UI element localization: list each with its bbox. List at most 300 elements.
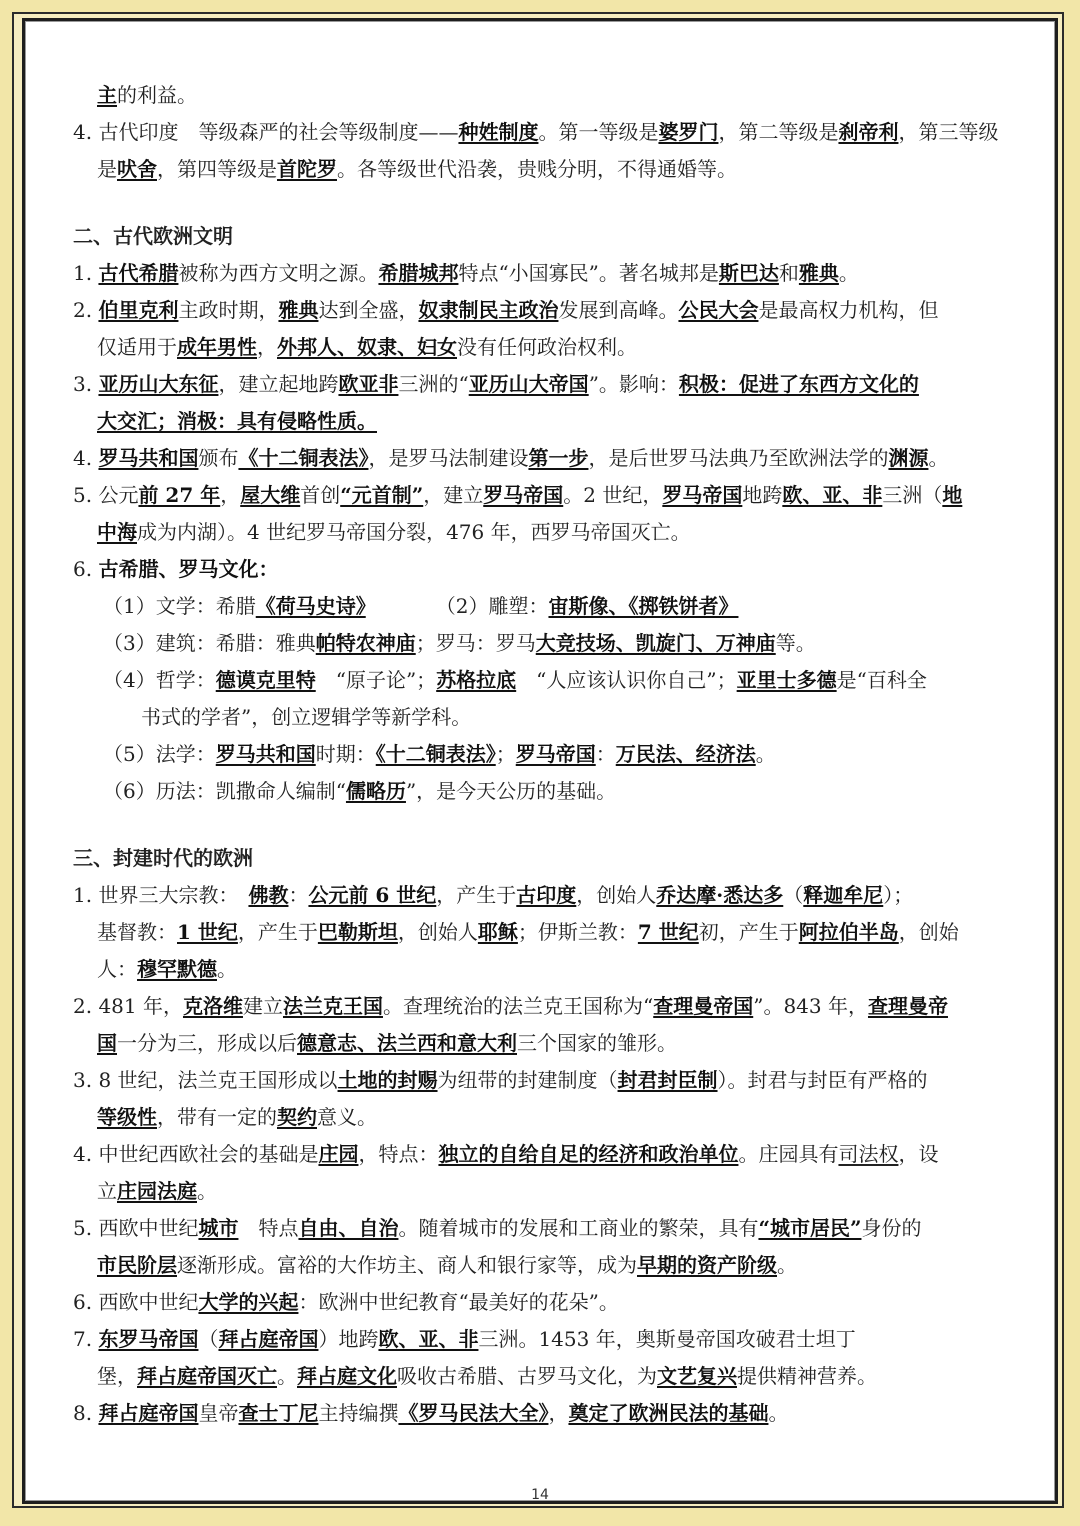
plain-text: ：欧洲中世纪教育“最美好的花朵”。 xyxy=(298,1290,619,1314)
plain-text: ，是后世罗马法典乃至欧洲法学的 xyxy=(588,446,889,470)
plain-text: 。查理统治的法兰克王国称为“ xyxy=(382,994,654,1018)
plain-text: ，第四等级是 xyxy=(157,157,277,181)
emphasis xyxy=(97,1253,177,1277)
plain-text: ，创始人 xyxy=(576,883,657,907)
document-page xyxy=(22,18,1058,1504)
emphasis xyxy=(657,1364,737,1388)
plain-text: 立 xyxy=(97,1179,117,1203)
key-term: 中海 xyxy=(97,520,137,544)
plain-text: 三个国家的雏形。 xyxy=(517,1031,677,1055)
emphasis xyxy=(318,1142,358,1166)
emphasis xyxy=(536,631,776,655)
emphasis xyxy=(656,883,783,907)
key-term: 种姓制度 xyxy=(458,120,539,144)
emphasis xyxy=(240,483,300,507)
plain-text: 。 xyxy=(928,446,949,470)
emphasis xyxy=(137,957,217,981)
text-line xyxy=(73,514,1017,551)
plain-text: 4. 中世纪西欧社会的基础是 xyxy=(73,1142,319,1166)
plain-text: 提供精神营养。 xyxy=(737,1364,877,1388)
key-term: 希腊城邦 xyxy=(378,261,459,285)
text-line xyxy=(73,773,1017,810)
section-heading xyxy=(73,840,1017,877)
plain-text: 主政时期， xyxy=(178,298,279,322)
emphasis xyxy=(137,1364,277,1388)
key-term: 《十二铜表法》 xyxy=(375,742,496,766)
key-term: 释迦牟尼 xyxy=(803,883,884,907)
plain-text: 的利益。 xyxy=(117,83,197,107)
key-term: 吠舍 xyxy=(117,157,157,181)
text-line xyxy=(73,440,1017,477)
emphasis xyxy=(662,483,742,507)
key-term: 庄园 xyxy=(318,1142,359,1166)
emphasis xyxy=(376,742,496,766)
key-term: 帕特农神庙 xyxy=(315,631,416,655)
key-term: 《十二铜表法》 xyxy=(238,446,369,470)
key-term: 苏格拉底 xyxy=(436,668,517,692)
plain-text: 4. xyxy=(73,446,99,470)
text-line xyxy=(73,1173,1017,1210)
emphasis xyxy=(98,446,198,470)
plain-text: 8. xyxy=(73,1401,99,1425)
text-line xyxy=(73,1210,1017,1247)
plain-text: 意义。 xyxy=(317,1105,377,1129)
key-term: 斯巴达 xyxy=(718,261,779,285)
plain-text: ”，是今天公历的基础。 xyxy=(405,779,617,803)
key-term: 公元前 6 世纪 xyxy=(308,883,437,907)
key-term: 雅典 xyxy=(798,261,839,285)
plain-text: 6. xyxy=(73,557,99,581)
plain-text: 和 xyxy=(778,261,799,285)
bold-text: 古希腊、罗马文化： xyxy=(98,557,279,581)
emphasis xyxy=(868,994,948,1018)
plain-text: ”。影响： xyxy=(588,372,679,396)
key-term: 主 xyxy=(97,83,117,107)
emphasis xyxy=(98,298,178,322)
plain-text: 特点 xyxy=(238,1216,299,1240)
emphasis xyxy=(653,994,753,1018)
text-line xyxy=(73,1025,1017,1062)
emphasis xyxy=(338,1068,438,1092)
key-term: 成年男性 xyxy=(177,335,257,359)
key-term: 罗马帝国 xyxy=(483,483,564,507)
plain-text: ， xyxy=(548,1401,569,1425)
key-term: “元首制” xyxy=(340,483,424,507)
plain-text: 。随着城市的发展和工商业的繁荣，具有 xyxy=(398,1216,759,1240)
key-term: 《罗马民法大全》 xyxy=(398,1401,549,1425)
key-term: “城市居民” xyxy=(758,1216,862,1240)
plain-text: 。 xyxy=(838,261,859,285)
plain-text: 4. 古代印度 等级森严的社会等级制度—— xyxy=(73,120,459,144)
emphasis xyxy=(308,883,436,907)
plain-text: 初，产生于 xyxy=(698,920,799,944)
plain-text: 等。 xyxy=(775,631,816,655)
plain-text: 身份的 xyxy=(861,1216,922,1240)
emphasis xyxy=(478,920,518,944)
emphasis xyxy=(98,372,218,396)
key-term: 乔达摩·悉达多 xyxy=(656,883,784,907)
plain-text: 是“百科全 xyxy=(836,668,927,692)
key-term: 大交汇；消极：具有侵略性质。 xyxy=(97,409,377,433)
emphasis xyxy=(719,261,779,285)
emphasis xyxy=(528,446,588,470)
plain-text: “人应该认识你自己”； xyxy=(516,668,737,692)
text-line xyxy=(73,1062,1017,1099)
plain-text: 一分为三，形成以后 xyxy=(117,1031,297,1055)
emphasis xyxy=(568,1401,768,1425)
key-term: 阿拉伯半岛 xyxy=(798,920,899,944)
plain-text: （5）法学： xyxy=(103,742,216,766)
plain-text: ； xyxy=(495,742,516,766)
plain-text: 。2 世纪， xyxy=(563,483,663,507)
emphasis xyxy=(638,920,699,944)
emphasis xyxy=(138,483,220,507)
page-number: 14 xyxy=(531,1487,549,1503)
text-line xyxy=(73,699,1017,736)
key-term: 欧、亚、非 xyxy=(782,483,883,507)
plain-text: 。 xyxy=(277,1364,297,1388)
plain-text: ，产生于 xyxy=(436,883,517,907)
key-term: 封君封臣制 xyxy=(617,1068,718,1092)
emphasis xyxy=(398,1401,548,1425)
plain-text: 人： xyxy=(97,957,137,981)
key-term: 婆罗门 xyxy=(658,120,719,144)
key-term: 大竞技场、凯旋门、万神庙 xyxy=(535,631,776,655)
emphasis xyxy=(378,261,458,285)
emphasis xyxy=(340,483,423,507)
key-term: 公民大会 xyxy=(678,298,759,322)
emphasis xyxy=(436,668,516,692)
key-term: 积极：促进了东西方文化的 xyxy=(678,372,919,396)
plain-text: 没有任何政治权利。 xyxy=(457,335,637,359)
plain-text: （ xyxy=(198,1327,219,1351)
key-term: 儒略历 xyxy=(345,779,406,803)
key-term: 外邦人、奴隶、妇女 xyxy=(277,335,457,359)
key-term: 亚里士多德 xyxy=(736,668,837,692)
plain-text: ；罗马：罗马 xyxy=(415,631,536,655)
plain-text: 1. xyxy=(73,261,99,285)
emphasis xyxy=(218,1327,318,1351)
text-line xyxy=(73,255,1017,292)
emphasis xyxy=(97,520,137,544)
text-line xyxy=(73,477,1017,514)
text-line xyxy=(73,625,1017,662)
emphasis xyxy=(548,594,738,618)
plain-text: （4）哲学： xyxy=(103,668,216,692)
emphasis xyxy=(338,372,398,396)
plain-text: ，第二等级是 xyxy=(718,120,839,144)
emphasis xyxy=(758,1216,861,1240)
key-term: 契约 xyxy=(277,1105,317,1129)
emphasis xyxy=(298,1216,398,1240)
spacer xyxy=(73,188,1017,218)
plain-text: 是 xyxy=(97,157,117,181)
text-line xyxy=(73,329,1017,366)
plain-text: ，建立 xyxy=(423,483,484,507)
plain-text: 。各等级世代沿袭，贵贱分明，不得通婚等。 xyxy=(337,157,737,181)
key-term: 地 xyxy=(942,483,963,507)
plain-text: 。第一等级是 xyxy=(538,120,659,144)
plain-text: 三洲（ xyxy=(882,483,943,507)
plain-text: 二、古代欧洲文明 xyxy=(73,224,233,248)
key-term: 拜占庭帝国 xyxy=(98,1401,199,1425)
key-term: 屋大维 xyxy=(240,483,301,507)
emphasis xyxy=(248,883,288,907)
key-term: 万民法、经济法 xyxy=(615,742,756,766)
key-term: 庄园法庭 xyxy=(117,1179,197,1203)
plain-text: （3）建筑：希腊：雅典 xyxy=(103,631,316,655)
key-term: 亚历山大帝国 xyxy=(468,372,589,396)
emphasis xyxy=(438,1142,738,1166)
plain-text: 。庄园具有 xyxy=(738,1142,839,1166)
emphasis xyxy=(782,483,882,507)
plain-text: 特点“小国寡民”。著名城邦是 xyxy=(458,261,719,285)
section-heading xyxy=(73,218,1017,255)
key-term: 罗马共和国 xyxy=(215,742,316,766)
emphasis xyxy=(378,1327,478,1351)
emphasis xyxy=(277,1105,317,1129)
emphasis xyxy=(616,742,756,766)
emphasis xyxy=(198,1290,298,1314)
plain-text: 发展到高峰。 xyxy=(558,298,679,322)
plain-text: 颁布 xyxy=(198,446,239,470)
emphasis xyxy=(637,1253,777,1277)
plain-text: 基督教： xyxy=(97,920,177,944)
emphasis xyxy=(297,1031,517,1055)
plain-text: 皇帝 xyxy=(198,1401,239,1425)
plain-text: ， xyxy=(220,483,241,507)
plain-text: 地跨 xyxy=(742,483,783,507)
emphasis xyxy=(418,298,558,322)
emphasis xyxy=(737,668,837,692)
plain-text: 书式的学者”，创立逻辑学等新学科。 xyxy=(141,705,472,729)
emphasis xyxy=(97,1105,157,1129)
key-term: 欧、亚、非 xyxy=(378,1327,479,1351)
emphasis xyxy=(238,1401,318,1425)
key-term: 1 世纪 xyxy=(177,920,238,944)
emphasis xyxy=(316,631,416,655)
key-term: 市民阶层 xyxy=(97,1253,177,1277)
text-line xyxy=(73,662,1017,699)
text-line xyxy=(73,77,1017,114)
text-line xyxy=(73,1321,1017,1358)
key-term: 查士丁尼 xyxy=(238,1401,319,1425)
plain-text: 吸收古希腊、古罗马文化，为 xyxy=(397,1364,657,1388)
key-term: 土地的封赐 xyxy=(337,1068,438,1092)
key-term: 东罗马帝国 xyxy=(98,1327,199,1351)
plain-text: ，建立起地跨 xyxy=(218,372,339,396)
plain-text: ，特点： xyxy=(358,1142,439,1166)
emphasis xyxy=(238,446,368,470)
emphasis xyxy=(799,261,839,285)
text-line xyxy=(73,403,1017,440)
emphasis xyxy=(98,261,178,285)
emphasis xyxy=(117,157,157,181)
emphasis xyxy=(803,883,883,907)
text-line xyxy=(73,1247,1017,1284)
text-line xyxy=(73,877,1017,914)
key-term: 奴隶制民主政治 xyxy=(418,298,559,322)
plain-text: ；伊斯兰教： xyxy=(517,920,638,944)
key-term: 法兰克王国 xyxy=(282,994,383,1018)
emphasis xyxy=(469,372,589,396)
key-term: 雅典 xyxy=(278,298,319,322)
plain-text: ，创始 xyxy=(898,920,959,944)
underlined-term: 司法权 xyxy=(838,1142,899,1166)
plain-text: ，产生于 xyxy=(237,920,318,944)
key-term: 早期的资产阶级 xyxy=(637,1253,777,1277)
plain-text: 3. xyxy=(73,372,99,396)
emphasis xyxy=(278,298,318,322)
emphasis xyxy=(679,372,919,396)
plain-text: 是最高权力机构，但 xyxy=(758,298,939,322)
text-line xyxy=(73,114,1017,151)
plain-text: 时期： xyxy=(315,742,376,766)
plain-text: 主持编撰 xyxy=(318,1401,399,1425)
emphasis xyxy=(97,83,117,107)
plain-text: （2）雕塑： xyxy=(365,594,549,618)
plain-text: ， xyxy=(257,335,277,359)
plain-text: 成为内湖）。4 世纪罗马帝国分裂，476 年，西罗马帝国灭亡。 xyxy=(137,520,691,544)
text-line xyxy=(73,366,1017,403)
emphasis xyxy=(942,483,962,507)
plain-text: 5. 公元 xyxy=(73,483,139,507)
key-term: 耶稣 xyxy=(477,920,518,944)
emphasis xyxy=(888,446,928,470)
emphasis xyxy=(458,120,538,144)
key-term: 罗马共和国 xyxy=(98,446,199,470)
plain-text: 建立 xyxy=(242,994,283,1018)
plain-text: 6. 西欧中世纪 xyxy=(73,1290,199,1314)
key-term: 第一步 xyxy=(528,446,589,470)
plain-text: 3. 8 世纪，法兰克王国形成以 xyxy=(73,1068,338,1092)
plain-text: 。 xyxy=(777,1253,797,1277)
key-term: 穆罕默德 xyxy=(137,957,217,981)
plain-text: ）。封君与封臣有严格的 xyxy=(717,1068,928,1092)
key-term: 首陀罗 xyxy=(277,157,337,181)
key-term: 文艺复兴 xyxy=(657,1364,737,1388)
plain-text: ”。843 年， xyxy=(753,994,868,1018)
key-term: 奠定了欧洲民法的基础 xyxy=(568,1401,769,1425)
emphasis xyxy=(283,994,383,1018)
text-line xyxy=(73,1395,1017,1432)
key-term: 巴勒斯坦 xyxy=(317,920,398,944)
plain-text: 达到全盛， xyxy=(318,298,419,322)
plain-text: 5. 西欧中世纪 xyxy=(73,1216,199,1240)
emphasis xyxy=(117,1179,197,1203)
plain-text: 仅适用于 xyxy=(97,335,177,359)
plain-text: 首创 xyxy=(300,483,341,507)
key-term: 查理曼帝 xyxy=(867,994,948,1018)
emphasis xyxy=(177,335,257,359)
emphasis xyxy=(216,742,316,766)
key-term: 罗马帝国 xyxy=(662,483,743,507)
spacer xyxy=(73,810,1017,840)
emphasis xyxy=(483,483,563,507)
plain-text: 7. xyxy=(73,1327,99,1351)
text-line xyxy=(73,1099,1017,1136)
key-term: 自由、自治 xyxy=(298,1216,399,1240)
plain-text: 1. 世界三大宗教： xyxy=(73,883,249,907)
key-term: 古印度 xyxy=(516,883,577,907)
emphasis xyxy=(838,120,898,144)
plain-text: （ xyxy=(783,883,804,907)
key-term: 佛教 xyxy=(248,883,289,907)
key-term: 德谟克里特 xyxy=(215,668,316,692)
plain-text: ： xyxy=(595,742,616,766)
key-term: 独立的自给自足的经济和政治单位 xyxy=(438,1142,739,1166)
plain-text: ，第三等级 xyxy=(898,120,999,144)
plain-text: “原子论”； xyxy=(315,668,437,692)
emphasis xyxy=(216,668,316,692)
emphasis xyxy=(256,594,366,618)
plain-text: （1）文学：希腊 xyxy=(103,594,256,618)
plain-text: 被称为西方文明之源。 xyxy=(178,261,379,285)
text-line xyxy=(73,1358,1017,1395)
emphasis xyxy=(98,1327,198,1351)
plain-text: ，设 xyxy=(898,1142,939,1166)
key-term: 罗马帝国 xyxy=(515,742,596,766)
plain-text: ： xyxy=(288,883,309,907)
plain-text: 三洲的“ xyxy=(398,372,469,396)
emphasis xyxy=(277,157,337,181)
key-term: 克洛维 xyxy=(182,994,243,1018)
emphasis xyxy=(177,920,238,944)
emphasis xyxy=(516,883,576,907)
text-line xyxy=(73,551,1017,588)
text-line xyxy=(73,1136,1017,1173)
text-line xyxy=(73,1284,1017,1321)
key-term: 刹帝利 xyxy=(838,120,899,144)
key-term: 拜占庭文化 xyxy=(297,1364,397,1388)
plain-text: ，是罗马法制建设 xyxy=(368,446,529,470)
plain-text: 三洲。1453 年，奥斯曼帝国攻破君士坦丁 xyxy=(478,1327,856,1351)
emphasis xyxy=(97,1031,117,1055)
plain-text: 。 xyxy=(755,742,776,766)
key-term: 等级性 xyxy=(97,1105,157,1129)
key-term: 国 xyxy=(97,1031,117,1055)
emphasis xyxy=(318,920,398,944)
emphasis xyxy=(346,779,406,803)
plain-text: 为纽带的封建制度（ xyxy=(437,1068,618,1092)
plain-text: 三、封建时代的欧洲 xyxy=(73,846,253,870)
text-line xyxy=(73,951,1017,988)
plain-text: 逐渐形成。富裕的大作坊主、商人和银行家等，成为 xyxy=(177,1253,637,1277)
key-term: 德意志、法兰西和意大利 xyxy=(297,1031,517,1055)
emphasis xyxy=(516,742,596,766)
plain-text: （6）历法：凯撒命人编制“ xyxy=(103,779,346,803)
key-term: 拜占庭帝国灭亡 xyxy=(137,1364,277,1388)
plain-text: ，创始人 xyxy=(397,920,478,944)
key-term: 宙斯像、《掷铁饼者》 xyxy=(548,594,739,618)
key-term: 亚历山大东征 xyxy=(98,372,219,396)
plain-text: ）地跨 xyxy=(318,1327,379,1351)
plain-text: 堡， xyxy=(97,1364,137,1388)
key-term: 查理曼帝国 xyxy=(653,994,754,1018)
plain-text: ，带有一定的 xyxy=(157,1105,277,1129)
text-line xyxy=(73,988,1017,1025)
emphasis xyxy=(618,1068,718,1092)
key-term: 大学的兴起 xyxy=(198,1290,299,1314)
plain-text: 。 xyxy=(197,1179,217,1203)
key-term: 前 27 年 xyxy=(138,483,221,507)
key-term: 拜占庭帝国 xyxy=(218,1327,319,1351)
key-term: 城市 xyxy=(198,1216,239,1240)
key-term: 《荷马史诗》 xyxy=(255,594,366,618)
plain-text: ）； xyxy=(883,883,914,907)
text-line xyxy=(73,914,1017,951)
key-term: 7 世纪 xyxy=(637,920,699,944)
